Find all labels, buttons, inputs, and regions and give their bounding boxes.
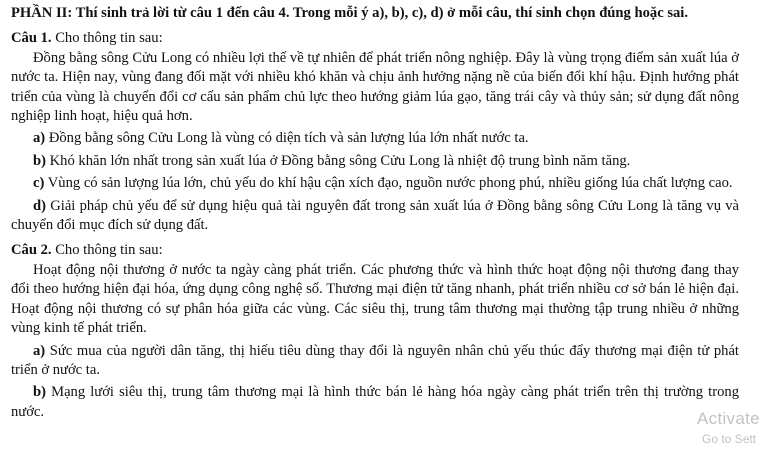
statement-text: Giải pháp chủ yếu để sử dụng hiệu quả tài nguyên đất trong sản xuất lúa ở Đồng bằng sông Cửu Long là tăng vụ và chuyển đổi mục đích sử dụng đất. — [11, 197, 739, 234]
statement-letter: b) — [33, 384, 46, 401]
statement-a — [11, 342, 739, 381]
statement-text: Khó khăn lớn nhất trong sản xuất lúa ở Đồng bằng sông Cửu Long là nhiệt độ trung bình năm tăng. — [49, 152, 631, 169]
question-number: Câu 2. — [11, 242, 52, 259]
statement-b — [11, 152, 739, 171]
question-heading — [11, 29, 739, 48]
statement-text: Sức mua của người dân tăng, thị hiếu tiêu dùng thay đổi là nguyên nhân chủ yếu thúc đẩy thương mại điện tử phát triển ở nước ta. — [11, 342, 739, 378]
question-heading — [11, 241, 739, 260]
question-number: Câu 1. — [11, 30, 52, 47]
question-2 — [11, 241, 739, 422]
statement-letter: d) — [33, 197, 46, 214]
statement-text: Vùng có sản lượng lúa lớn, chủ yếu do khí hậu cận xích đạo, nguồn nước phong phú, nhiều giống lúa chất lượng cao. — [47, 175, 733, 192]
statement-letter: a) — [33, 130, 46, 147]
statement-c — [11, 174, 739, 193]
statement-letter: c) — [33, 175, 45, 192]
question-prompt: Cho thông tin sau: — [55, 242, 163, 259]
question-prompt: Cho thông tin sau: — [55, 30, 163, 47]
activation-watermark-title: Activate — [697, 409, 760, 428]
section-heading: PHẦN II: Thí sinh trả lời từ câu 1 đến câu 4. Trong mỗi ý a), b), c), d) ở mỗi câu, thí sinh chọn đúng hoặc sai. — [11, 5, 689, 21]
statement-d — [11, 197, 739, 236]
statement-a — [11, 129, 739, 148]
statement-letter: b) — [33, 152, 46, 169]
exam-page — [11, 4, 739, 425]
statement-text: Đồng bằng sông Cửu Long là vùng có diện tích và sản lượng lúa lớn nhất nước ta. — [48, 130, 529, 147]
question-passage: Đồng bằng sông Cửu Long có nhiều lợi thế về tự nhiên để phát triển nông nghiệp. Đây là vùng trọng điểm sản xuất lúa ở nước ta. Hiện nay, vùng đang đối mặt với nhiều khó khăn và chịu ảnh hưởng nặng nề của biến đổi khí hậu. Định hướng phát triển của vùng là chuyển đổi cơ cấu sản phẩm chủ lực theo hướng giảm lúa gạo, tăng trái cây và thủy sản; sử dụng đất nông nghiệp linh hoạt, hiệu quả hơn. — [11, 49, 739, 125]
activation-watermark-subtitle: Go to Sett — [702, 432, 757, 446]
question-passage: Hoạt động nội thương ở nước ta ngày càng phát triển. Các phương thức và hình thức hoạt động nội thương đang thay đổi theo hướng hiện đại hóa, ứng dụng công nghệ số. Thương mại điện tử tăng nhanh, phát triển nhiều cơ sở bán lẻ hiện đại. Hoạt động nội thương có sự phân hóa giữa các vùng. Các siêu thị, trung tâm thương mại thường tập trung nhiều ở những vùng kinh tế phát triển. — [11, 261, 739, 337]
question-1 — [11, 29, 739, 235]
statement-b — [11, 383, 739, 422]
statement-letter: a) — [33, 342, 46, 359]
statement-text: Mạng lưới siêu thị, trung tâm thương mại là hình thức bán lẻ hàng hóa ngày càng phát triển trên thị trường trong nước. — [11, 384, 739, 420]
